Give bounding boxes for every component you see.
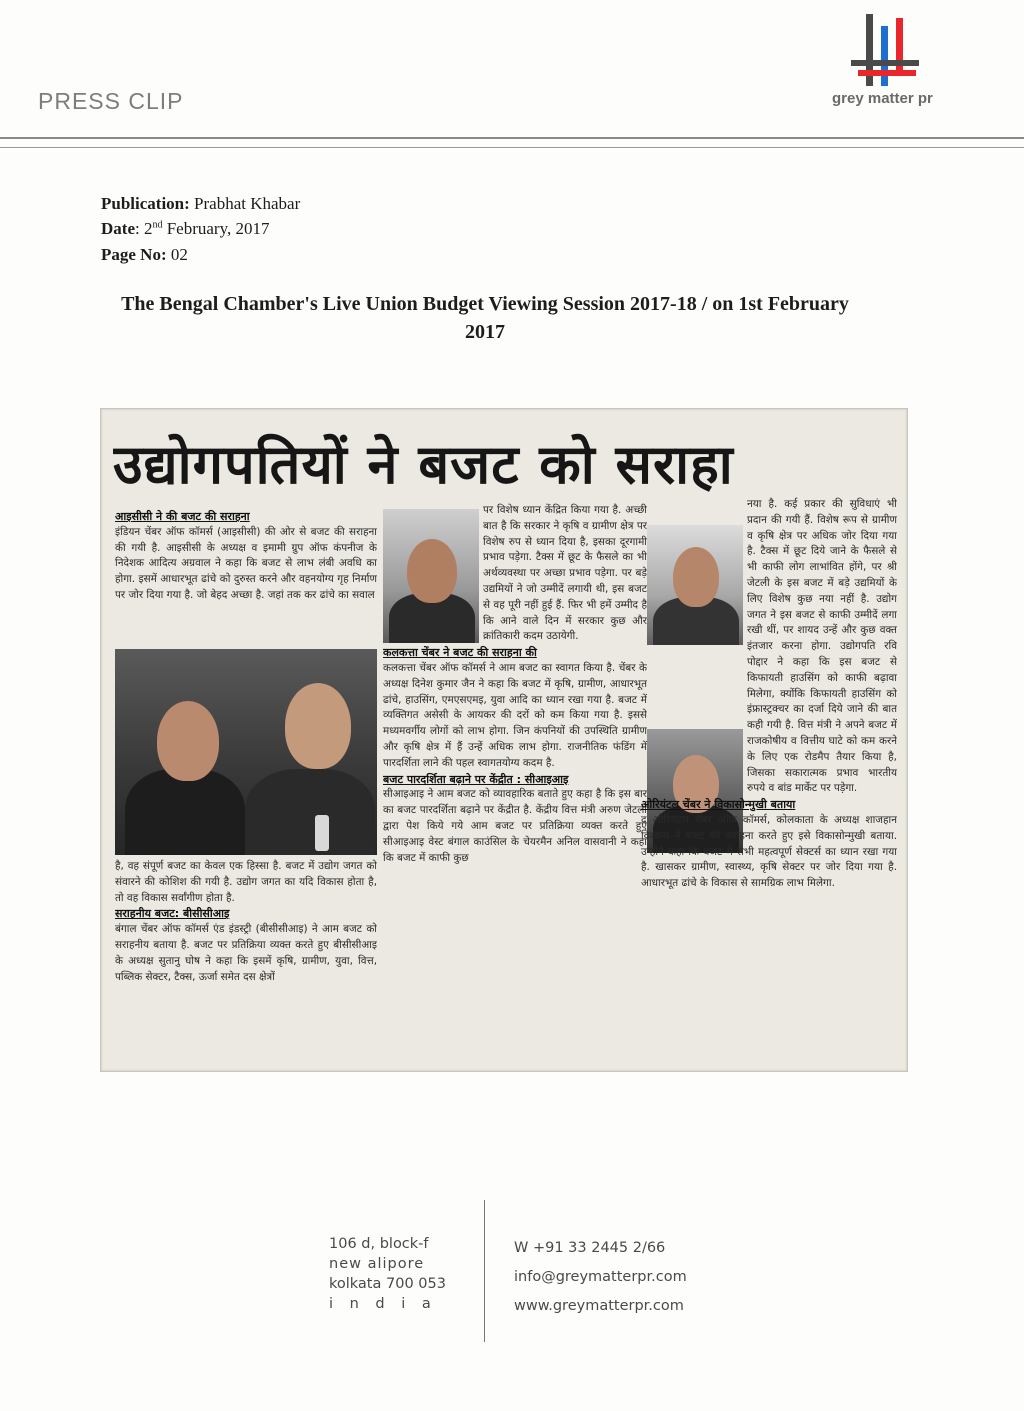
date-rest: February, 2017 [166,219,270,238]
col3-text-1: नया है. कई प्रकार की सुविधाएं भी प्रदान की गयी हैं. विशेष रूप से ग्रामीण व कृषि क्षेत्र पर अधिक जोर दिया गया है. टैक्स में छूट दिये जाने के फैसले से भी काफी लोग लाभांवित होंगे, पर श्री जेटली के इस बजट में बड़े उद्यमियों के लिए विशेष कुछ नया नहीं है. उद्योग जगत ने इस बजट से काफी उम्मीदें लगा रखी थीं, पर शायद उन्हें और कुछ वक्त इंतजार करना होगा. [747,498,897,653]
subhead-icc: आइसीसी ने की बजट की सराहना [115,510,250,523]
footer-divider [484,1200,485,1342]
brand-name: grey matter pr [832,90,933,107]
date-label: Date [101,219,135,238]
subhead-cii: बजट पारदर्शिता बढ़ाने पर केंद्रीत : सीआइआइ [383,772,569,786]
press-clip-label: PRESS CLIP [38,88,184,114]
col1-text-1: इंडियन चेंबर ऑफ कॉमर्स (आइसीसी) की ओर से बजट की सराहना की गयी है. आइसीसी के अध्यक्ष व इमामी ग्रुप ऑफ कंपनीज के निदेशक आदित्य अग्रवाल ने कहा कि बजट से लाभ लंबी अवधि का होगा. इसमें आधारभूत ढांचे को दुरुस्त करने और वहनयोग्य गृह निर्माण पर जोर दिया गया है. जो बेहद अच्छा है. जहां तक कर ढांचे का सवाल [115,525,377,601]
footer-contact [514,1234,687,1321]
photo-panel-speakers [115,649,377,855]
footer-address [329,1234,446,1314]
column-2 [383,503,647,1072]
col3-text-2: उद्योगपति रवि पोद्दार ने कहा कि इस बजट से किफायती हाउसिंग को काफी बढ़ावा मिलेगा, क्योंकि किफायती हाउसिंग को इंफ्रास्ट्रक्चर का दर्जा दिये जाने की बात कही गयी है. वित्त मंत्री ने अपने बजट में राजकोषीय व वित्तीय घाटे को कम करने के लिए एक रोडमैप तैयार किया है, जिसका सकारात्मक प्रभाव भारतीय रुपये व बांड मार्केट पर पड़ेगा. [747,640,897,795]
page-label: Page No: [101,245,167,264]
phone-number: W +91 33 2445 2/66 [514,1240,666,1256]
page-line [101,245,188,265]
header-rule [0,137,1024,139]
col2-text-1: पर विशेष ध्यान केंद्रित किया गया है. अच्छी बात है कि सरकार ने कृषि व ग्रामीण क्षेत्र पर विशेष रुप से ध्यान दिया है, इसका दूरगामी प्रभाव पड़ेगा. टैक्स में छूट के फैसले का भी अर्थव्यवस्था पर अच्छा प्रभाव पड़ेगा. पर बड़े उद्यमियों ने जो उम्मीदें लगायी थी, इस बजट से वह पूरी नहीं हुई हैं. फिर भी हमें उम्मीद है कि आने वाले दिन में सरकार कुछ और क्रांतिकारी कदम उठायेगी. [483,504,647,643]
publication-line [101,194,300,214]
header-rule-thin [0,147,1024,148]
col2-text-3: सीआइआइ ने आम बजट को व्यावहारिक बताते हुए कहा है कि इस बार का बजट पारदर्शिता बढ़ाने पर केंद्रीत है. केंद्रीय वित्त मंत्री अरुण जेटली द्वारा पेश किये गये आम बजट पर प्रतिक्रिया व्यक्त करते हुए सीआइआइ वेस्ट बंगाल काउंसिल के चेयरमैन अनिल वासवानी ने कहा कि बजट में काफी कुछ [383,788,647,864]
newspaper-headline: उद्योगपतियों ने बजट को सराहा [113,433,734,496]
date-line: Date: 2nd February, 2017 [101,219,270,238]
col1-text-2: है, वह संपूर्ण बजट का केवल एक हिस्सा है. बजट में उद्योग जगत को संवारने की कोशिश की गयी है. उद्योग जगत का यदि विकास होता है, तो वह विकास सर्वांगीण होता है. [115,860,377,904]
address-line-3: kolkata 700 053 [329,1276,446,1292]
col2-text-2: कलकत्ता चेंबर ऑफ कॉमर्स ने आम बजट का स्वागत किया है. चेंबर के अध्यक्ष दिनेश कुमार जैन ने कहा कि बजट में कृषि, ग्रामीण, आधारभूत ढांचे, हाउसिंग, एमएसएमइ, युवा आदि का ध्यान रखा गया है. बजट में व्यक्तिगत असेसी के आयकर की दरों को कम किया गया है. इससे मध्यमवर्गीय लोगों को लाभ होगा. जिन कंपनियों की उपस्थिति ग्रामीण और कृषि क्षेत्र में हैं उन्हें अधिक लाभ होगा. राजनीतिक फंडिंग में पारदर्शिता लाने की पहल स्वागतयोग्य कदम है. [383,661,647,769]
subhead-calcutta-chamber: कलकत्ता चेंबर ने बजट की सराहना की [383,646,537,660]
email-address[interactable]: info@greymatterpr.com [514,1269,687,1285]
address-line-1: 106 d, block-f [329,1236,429,1252]
subhead-oriental-chamber: ओरियंटल चेंबर ने विकासोन्मुखी बताया [641,798,796,812]
column-3 [641,497,897,1067]
newspaper-clipping [100,408,908,1072]
address-line-2: new alipore [329,1256,425,1272]
publication-value: Prabhat Khabar [194,194,301,213]
column-1-top [115,509,377,645]
date-suffix: nd [152,219,163,231]
photo-wrap-spacer [383,503,483,643]
clip-headline: The Bengal Chamber's Live Union Budget Viewing Session 2017-18 / on 1st February 2017 [121,293,849,343]
website-link[interactable]: www.greymatterpr.com [514,1298,684,1314]
address-line-4: i n d i a [329,1296,437,1312]
col1-text-3: बंगाल चेंबर ऑफ कॉमर्स एंड इंडस्ट्री (बीसीसीआइ) ने आम बजट को सराहनीय बताया है. बजट पर प्रतिक्रिया व्यक्त करते हुए बीसीसीआइ के अध्यक्ष सुतानु घोष ने कहा कि इसमें कृषि, ग्रामीण, युवा, वित्त, पब्लिक सेक्टर, टैक्स, ऊर्जा समेत दस क्षेत्रों [115,923,377,983]
photo-wrap-spacer [641,655,747,783]
date-day: 2 [143,219,153,238]
greymatter-logo-icon [848,8,923,88]
publication-label: Publication: [101,194,190,213]
col3-text-3: द ओरियंटल चेंबर ऑफ कॉमर्स, कोलकाता के अध्यक्ष शाजहान विश्वास ने बजट की सराहना करते हुए इसे विकासोन्मुखी बताया. उन्होंने कहा कि बजट में सभी महत्वपूर्ण सेक्टर्स का ध्यान रखा गया है. खासकर ग्रामीण, स्वास्थ्य, कृषि सेक्टर पर जोर दिया गया है. आधारभूत ढांचे के विकास से सामग्रिक लाभ मिलेगा. [641,813,897,890]
page-value: 02 [170,245,188,264]
photo-wrap-spacer [641,497,747,647]
subhead-bcci: सराहनीय बजट: बीसीसीआइ [115,907,230,921]
column-1-bottom [115,859,377,1069]
